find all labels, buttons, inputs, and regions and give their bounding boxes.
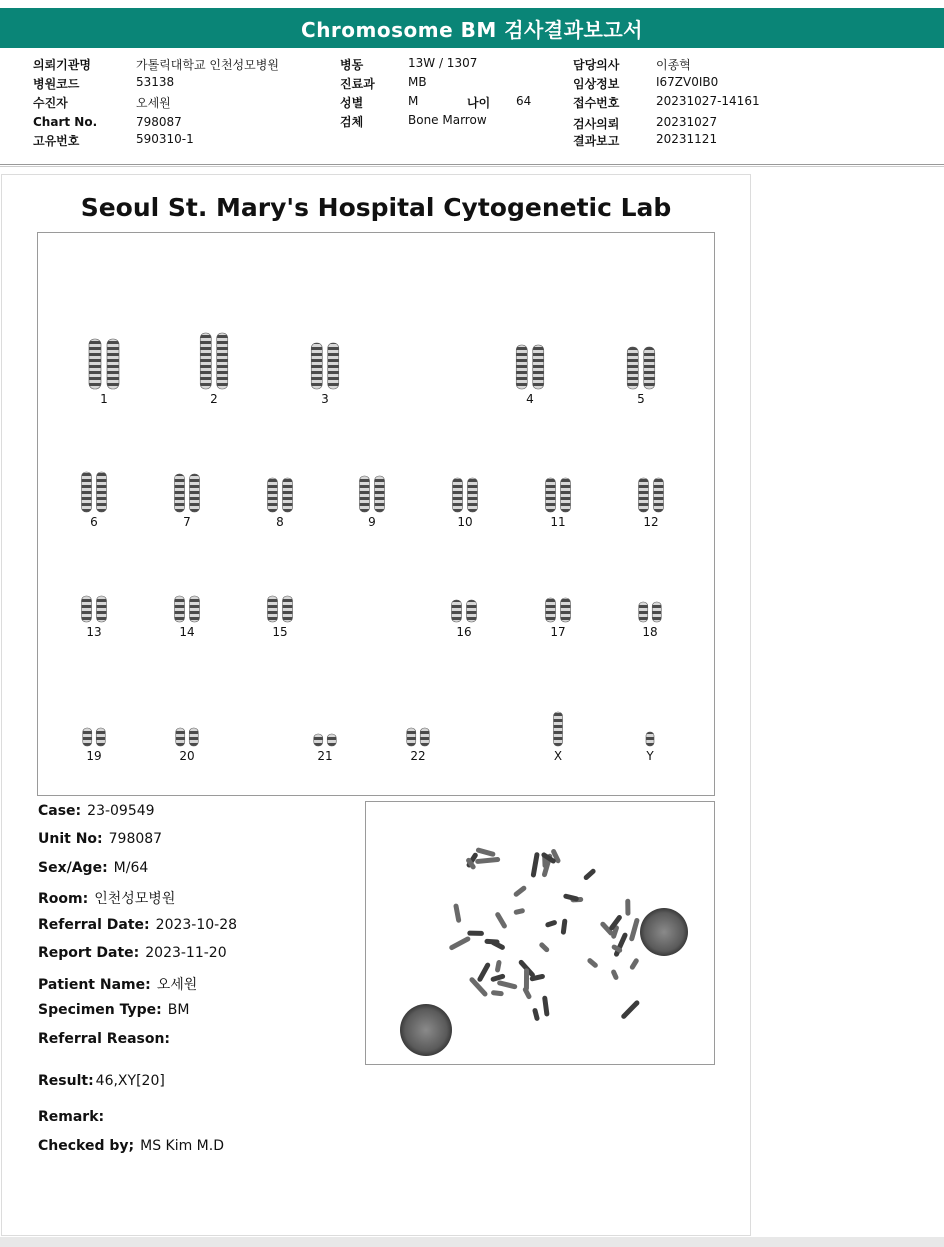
metaphase-chromosome (532, 1008, 540, 1022)
metaphase-chromosome (476, 962, 491, 983)
metaphase-chromosome (610, 969, 619, 981)
chromosome-label-6: 6 (90, 515, 98, 529)
field-key: Referral Reason: (38, 1031, 171, 1047)
info-value: I67ZV0IB0 (656, 75, 719, 89)
nucleus (400, 1004, 452, 1056)
chromosome-22 (407, 728, 416, 746)
karyogram-panel (37, 232, 715, 796)
field-key: Remark: (38, 1109, 105, 1125)
chromosome-20 (176, 728, 185, 746)
metaphase-chromosome (522, 986, 532, 1000)
chromosome-label-17: 17 (550, 625, 566, 639)
field-key: Report Date: (38, 945, 140, 961)
chromosome-label-7: 7 (183, 515, 191, 529)
info-label: 성별 (340, 96, 364, 110)
chromosome-2 (217, 333, 228, 389)
chromosome-label-1: 1 (100, 392, 108, 406)
chromosome-6 (97, 472, 107, 512)
chromosome-10 (453, 478, 463, 512)
chromosome-pair-15 (268, 596, 293, 622)
info-value: 20231027-14161 (656, 94, 760, 108)
chromosome-label-18: 18 (642, 625, 658, 639)
chromosome-label-12: 12 (643, 515, 659, 529)
chromosome-pair-10 (453, 478, 478, 512)
field-key: Result: (38, 1073, 94, 1089)
chromosome-pair-16 (452, 600, 477, 622)
metaphase-chromosome (494, 911, 508, 929)
chromosome-14 (190, 596, 200, 622)
field-value: M/64 (113, 860, 149, 876)
chromosome-19 (83, 728, 92, 746)
metaphase-chromosome (542, 995, 550, 1016)
chromosome-label-16: 16 (456, 625, 472, 639)
field-value: MS Kim M.D (140, 1138, 224, 1154)
referral-reason-field (38, 1031, 176, 1047)
metaphase-chromosome (625, 899, 630, 916)
chromosome-label-4: 4 (526, 392, 534, 406)
info-label: 수진자 (33, 96, 68, 110)
chromosome-pair-6 (82, 472, 107, 512)
metaphase-chromosome (513, 908, 525, 915)
metaphase-panel (365, 801, 715, 1065)
chromosome-8 (268, 478, 278, 512)
chromosome-pair-17 (546, 598, 571, 622)
field-key: Referral Date: (38, 917, 150, 933)
nucleus (640, 908, 688, 956)
chromosome-5 (627, 347, 638, 389)
metaphase-chromosome (583, 868, 597, 881)
metaphase-chromosome (467, 931, 484, 936)
chromosome-11 (546, 478, 556, 512)
info-label: 병원코드 (33, 77, 80, 91)
chromosome-label-13: 13 (86, 625, 102, 639)
field-value: 2023-10-28 (155, 917, 238, 933)
chromosome-pair-7 (175, 474, 200, 512)
chromosome-21 (327, 734, 336, 746)
metaphase-chromosome (497, 980, 518, 990)
info-value: 53138 (136, 75, 175, 89)
info-value: 20231027 (656, 115, 718, 129)
chromosome-11 (561, 478, 571, 512)
info-label: 임상정보 (573, 77, 620, 91)
checked-by-field (38, 1138, 224, 1154)
chromosome-pair-9 (360, 476, 385, 512)
bottom-strip (0, 1237, 944, 1247)
room-field (38, 888, 175, 908)
chromosome-22 (420, 728, 429, 746)
patient-name-field (38, 974, 197, 994)
chromosome-label-21: 21 (317, 749, 333, 763)
chromosome-label-22: 22 (410, 749, 426, 763)
info-label: 진료과 (340, 77, 375, 91)
chromosome-14 (175, 596, 185, 622)
chromosome-pair-1 (89, 339, 119, 389)
chromosome-label-19: 19 (86, 749, 102, 763)
chromosome-20 (189, 728, 198, 746)
chromosome-pair-20 (176, 728, 199, 746)
chromosome-pair-x (554, 712, 563, 746)
chromosome-2 (200, 333, 211, 389)
info-value: 이종혁 (656, 58, 691, 72)
info-label: 고유번호 (33, 134, 80, 148)
chromosome-17 (561, 598, 571, 622)
field-value: 2023-11-20 (145, 945, 227, 961)
info-label: 결과보고 (573, 134, 620, 148)
chromosome-15 (283, 596, 293, 622)
metaphase-chromosome (490, 973, 506, 982)
chromosome-4 (516, 345, 527, 389)
info-value: 가톨릭대학교 인천성모병원 (136, 58, 279, 72)
metaphase-chromosome (475, 847, 496, 857)
field-value: 오세원 (156, 977, 198, 993)
referral-date-field (38, 917, 237, 933)
sex-age-field (38, 860, 148, 876)
remark-field (38, 1109, 110, 1125)
metaphase-chromosome (484, 939, 499, 945)
karyogram-image (38, 233, 714, 795)
info-value: MB (408, 75, 427, 89)
field-value: 인천성모병원 (94, 891, 176, 907)
chromosome-21 (314, 734, 323, 746)
metaphase-chromosome (629, 957, 640, 970)
info-label: 접수번호 (573, 96, 620, 110)
chromosome-18 (639, 602, 648, 622)
chromosome-y (646, 732, 654, 746)
chromosome-label-3: 3 (321, 392, 329, 406)
chromosome-label-14: 14 (179, 625, 195, 639)
unit-field (38, 831, 162, 847)
metaphase-chromosome (495, 960, 502, 973)
chromosome-15 (268, 596, 278, 622)
metaphase-chromosome (448, 936, 471, 951)
metaphase-chromosome (561, 918, 568, 935)
chromosome-8 (283, 478, 293, 512)
chromosome-pair-22 (407, 728, 430, 746)
header-divider (0, 166, 944, 167)
chromosome-label-2: 2 (210, 392, 218, 406)
chromosome-pair-4 (516, 345, 544, 389)
chromosome-9 (375, 476, 385, 512)
report-date-field (38, 945, 227, 961)
field-key: Patient Name: (38, 977, 151, 993)
metaphase-chromosome (491, 990, 504, 996)
metaphase-chromosome (531, 852, 540, 878)
chromosome-pair-5 (627, 347, 655, 389)
chromosome-18 (652, 602, 661, 622)
info-value: 13W / 1307 (408, 56, 478, 70)
chromosome-pair-21 (314, 734, 337, 746)
field-key: Checked by; (38, 1138, 135, 1154)
chromosome-7 (190, 474, 200, 512)
specimen-type-field (38, 1002, 189, 1018)
chromosome-label-x: X (553, 749, 563, 763)
metaphase-chromosome (475, 857, 500, 864)
chromosome-pair-12 (639, 478, 664, 512)
info-value: 798087 (136, 115, 182, 129)
chromosome-13 (82, 596, 92, 622)
chromosome-label-15: 15 (272, 625, 288, 639)
chromosome-4 (533, 345, 544, 389)
chromosome-9 (360, 476, 370, 512)
header-divider (0, 164, 944, 165)
chromosome-1 (107, 339, 119, 389)
chromosome-label-20: 20 (179, 749, 195, 763)
info-value: 590310-1 (136, 132, 194, 146)
chromosome-label-8: 8 (276, 515, 284, 529)
chromosome-label-10: 10 (457, 515, 473, 529)
chromosome-pair-19 (83, 728, 106, 746)
case-field (38, 803, 155, 819)
info-value: M (408, 94, 419, 108)
chromosome-pair-18 (639, 602, 662, 622)
chromosome-pair-2 (200, 333, 228, 389)
info-label: 담당의사 (573, 58, 620, 72)
field-value: 23-09549 (87, 803, 155, 819)
info-label: 검사의뢰 (573, 117, 620, 131)
metaphase-chromosome (453, 903, 461, 923)
metaphase-chromosome (538, 941, 550, 953)
lab-title: Seoul St. Mary's Hospital Cytogenetic Lab (80, 193, 672, 222)
chromosome-5 (644, 347, 655, 389)
info-value: 오세원 (136, 96, 171, 110)
cytogenetic-report (1, 174, 751, 1236)
age-label: 나이 (467, 96, 491, 110)
info-value: Bone Marrow (408, 113, 487, 127)
result-field (38, 1073, 165, 1089)
chromosome-pair-8 (268, 478, 293, 512)
chromosome-16 (467, 600, 477, 622)
metaphase-chromosome (586, 957, 599, 969)
chromosome-3 (311, 343, 322, 389)
chromosome-7 (175, 474, 185, 512)
info-label: 병동 (340, 58, 364, 72)
chromosome-label-y: Y (646, 749, 654, 763)
chromosome-pair-11 (546, 478, 571, 512)
chromosome-19 (96, 728, 105, 746)
metaphase-chromosome (620, 999, 640, 1019)
chromosome-16 (452, 600, 462, 622)
chromosome-x (554, 712, 563, 746)
field-value: 46,XY[20] (95, 1073, 165, 1089)
field-key: Sex/Age: (38, 860, 108, 876)
report-title: Chromosome BM 검사결과보고서 (301, 17, 643, 42)
chromosome-label-9: 9 (368, 515, 376, 529)
metaphase-spread-image (366, 802, 714, 1064)
chromosome-17 (546, 598, 556, 622)
chromosome-3 (328, 343, 339, 389)
field-key: Unit No: (38, 831, 103, 847)
chromosome-13 (97, 596, 107, 622)
report-title-bar (0, 8, 944, 48)
chromosome-12 (639, 478, 649, 512)
info-label: 검체 (340, 115, 364, 129)
chromosome-label-11: 11 (550, 515, 566, 529)
field-key: Case: (38, 803, 82, 819)
field-key: Specimen Type: (38, 1002, 162, 1018)
chromosome-1 (89, 339, 101, 389)
metaphase-chromosome (629, 917, 640, 941)
chromosome-pair-13 (82, 596, 107, 622)
field-key: Room: (38, 891, 89, 907)
chromosome-pair-14 (175, 596, 200, 622)
chromosome-12 (654, 478, 664, 512)
field-value: BM (167, 1002, 190, 1018)
info-label: Chart No. (33, 115, 98, 129)
info-label: 의뢰기관명 (33, 58, 91, 72)
chromosome-label-5: 5 (637, 392, 645, 406)
field-value: 798087 (108, 831, 163, 847)
chromosome-10 (468, 478, 478, 512)
chromosome-6 (82, 472, 92, 512)
info-value: 20231121 (656, 132, 718, 146)
metaphase-chromosome (545, 919, 558, 927)
age-value: 64 (516, 94, 532, 108)
chromosome-pair-3 (311, 343, 339, 389)
metaphase-chromosome (513, 885, 528, 898)
chromosome-pair-y (646, 732, 654, 746)
